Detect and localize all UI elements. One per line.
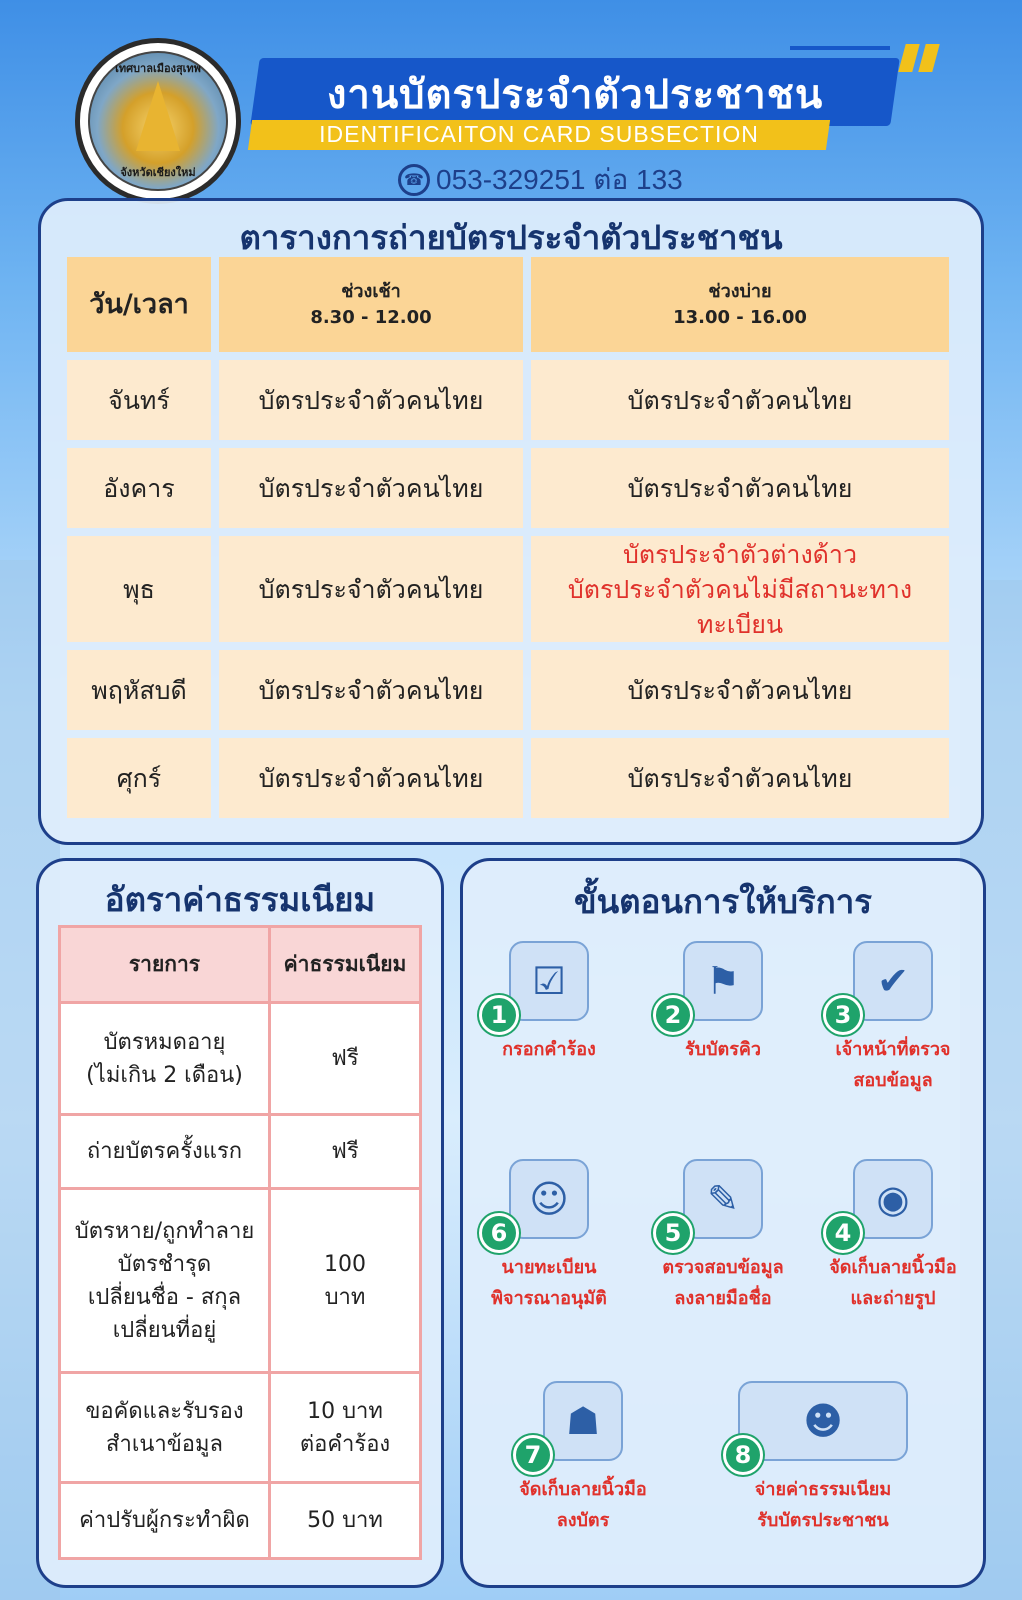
step-8 [713,1371,933,1536]
fee-table [58,925,422,1560]
step-label-line: สอบข้อมูล [853,1069,933,1091]
fee-text: 10 บาท [307,1398,383,1424]
step-number: 5 [653,1213,693,1253]
item-cell [60,1003,270,1115]
step-4 [813,1149,973,1314]
decorative-line [790,46,890,50]
form-icon: ☑ [509,941,589,1021]
step-5 [643,1149,803,1314]
page-subtitle: IDENTIFICAITON CARD SUBSECTION [319,121,759,147]
camera-icon: ◉ [853,1159,933,1239]
table-row [60,1373,421,1483]
page-title: งานบัตรประจำตัวประชาชน [326,72,824,118]
step-label [643,1253,803,1314]
step-label-line: ลงลายมือชื่อ [674,1287,772,1309]
morning-cell: บัตรประจำตัวคนไทย [219,536,523,642]
step-number: 4 [823,1213,863,1253]
step-2 [643,931,803,1066]
morning-time: 8.30 - 12.00 [310,306,432,328]
officer-icon: ☺ [509,1159,589,1239]
afternoon-cell: บัตรประจำตัวคนไทย [531,650,949,730]
fee-cell [270,1189,421,1373]
municipality-logo [75,38,241,204]
fingerprint-icon: ☗ [543,1381,623,1461]
fee-text: ต่อคำร้อง [299,1431,391,1457]
fee-title: อัตราค่าธรรมเนียม [104,880,376,919]
table-row [60,1003,421,1115]
afternoon-cell-special [531,536,949,642]
step-3 [813,931,973,1096]
afternoon-label: ช่วงบ่าย [708,281,772,303]
step-label-line: และถ่ายรูป [850,1287,936,1309]
item-text: ขอคัดและรับรอง [85,1398,244,1424]
item-text: บัตรหาย/ถูกทำลาย [74,1218,255,1244]
day-cell: พฤหัสบดี [67,650,211,730]
id-card-icon: ☻ [738,1381,908,1461]
fee-text: 100 [324,1251,366,1277]
step-number: 7 [513,1435,553,1475]
step-label-line: จัดเก็บลายนิ้วมือ [829,1257,957,1278]
schedule-table [67,257,949,818]
check-icon: ✔ [853,941,933,1021]
step-label-line: จัดเก็บลายนิ้วมือ [519,1479,647,1500]
morning-label: ช่วงเช้า [341,281,401,303]
item-cell [60,1189,270,1373]
item-text: เปลี่ยนที่อยู่ [112,1317,217,1343]
step-label-line: ลงบัตร [556,1509,610,1531]
step-number: 1 [479,995,519,1035]
day-time-header: วัน/เวลา [67,257,211,352]
phone-icon: ☎ [398,164,430,196]
step-label [469,1253,629,1314]
step-label [713,1475,933,1536]
queue-icon: ⚑ [683,941,763,1021]
fee-text: บาท [324,1284,366,1310]
logo-top-text: เทศบาลเมืองสุเทพ [115,62,201,75]
item-text: (ไม่เกิน 2 เดือน) [86,1062,243,1088]
step-number: 8 [723,1435,763,1475]
step-label: รับบัตรคิว [684,1039,762,1060]
step-number: 3 [823,995,863,1035]
step-number: 6 [479,1213,519,1253]
item-text: สำเนาข้อมูล [106,1431,223,1457]
day-cell: จันทร์ [67,360,211,440]
logo-bottom-text: จังหวัดเชียงใหม่ [120,166,196,179]
table-row [60,1189,421,1373]
document-icon: ✎ [683,1159,763,1239]
stateless-card-text: บัตรประจำตัวคนไม่มีสถานะทางทะเบียน [567,574,913,639]
table-row [60,1115,421,1189]
fee-header-row [60,927,421,1003]
step-7 [503,1371,663,1536]
logo-emblem [88,51,228,191]
item-cell: ถ่ายบัตรครั้งแรก [60,1115,270,1189]
fee-cell: ฟรี [270,1115,421,1189]
step-6 [469,1149,629,1314]
afternoon-cell: บัตรประจำตัวคนไทย [531,360,949,440]
morning-cell: บัตรประจำตัวคนไทย [219,738,523,818]
afternoon-cell: บัตรประจำตัวคนไทย [531,738,949,818]
step-label-line: พิจารณาอนุมัติ [491,1287,607,1309]
fee-cell: ฟรี [270,1003,421,1115]
step-label: กรอกคำร้อง [502,1039,596,1060]
steps-title: ขั้นตอนการให้บริการ [574,882,872,921]
step-label [813,1253,973,1314]
step-label-line: ตรวจสอบข้อมูล [662,1257,784,1278]
schedule-panel [38,198,984,845]
day-cell: พุธ [67,536,211,642]
step-label [813,1035,973,1096]
alien-card-text: บัตรประจำตัวต่างด้าว [622,539,857,569]
item-text: บัตรหมดอายุ [103,1029,226,1055]
step-number: 2 [653,995,693,1035]
step-label-line: เจ้าหน้าที่ตรวจ [835,1039,951,1060]
pagoda-icon [136,81,180,151]
phone-number: 053-329251 ต่อ 133 [436,164,683,195]
step-label [503,1475,663,1536]
day-cell: อังคาร [67,448,211,528]
afternoon-time: 13.00 - 16.00 [673,306,807,328]
fee-cell [270,1373,421,1483]
morning-cell: บัตรประจำตัวคนไทย [219,448,523,528]
morning-cell: บัตรประจำตัวคนไทย [219,650,523,730]
item-cell: ค่าปรับผู้กระทำผิด [60,1483,270,1559]
item-cell [60,1373,270,1483]
afternoon-cell: บัตรประจำตัวคนไทย [531,448,949,528]
fee-column-header: ค่าธรรมเนียม [270,927,421,1003]
quote-marks-icon [902,44,942,76]
step-label-line: รับบัตรประชาชน [757,1509,889,1531]
step-label-line: จ่ายค่าธรรมเนียม [754,1479,892,1500]
day-cell: ศุกร์ [67,738,211,818]
step-label-line: นายทะเบียน [501,1257,597,1278]
schedule-title: ตารางการถ่ายบัตรประจำตัวประชาชน [239,218,783,257]
table-row [60,1483,421,1559]
morning-cell: บัตรประจำตัวคนไทย [219,360,523,440]
fee-panel [36,858,444,1588]
morning-header [219,257,523,352]
item-text: บัตรชำรุด [117,1251,212,1277]
phone-contact[interactable] [398,158,683,202]
step-1 [469,931,629,1066]
item-text: เปลี่ยนชื่อ - สกุล [87,1284,242,1310]
fee-cell: 50 บาท [270,1483,421,1559]
afternoon-header [531,257,949,352]
item-column-header: รายการ [60,927,270,1003]
service-steps-panel [460,858,986,1588]
